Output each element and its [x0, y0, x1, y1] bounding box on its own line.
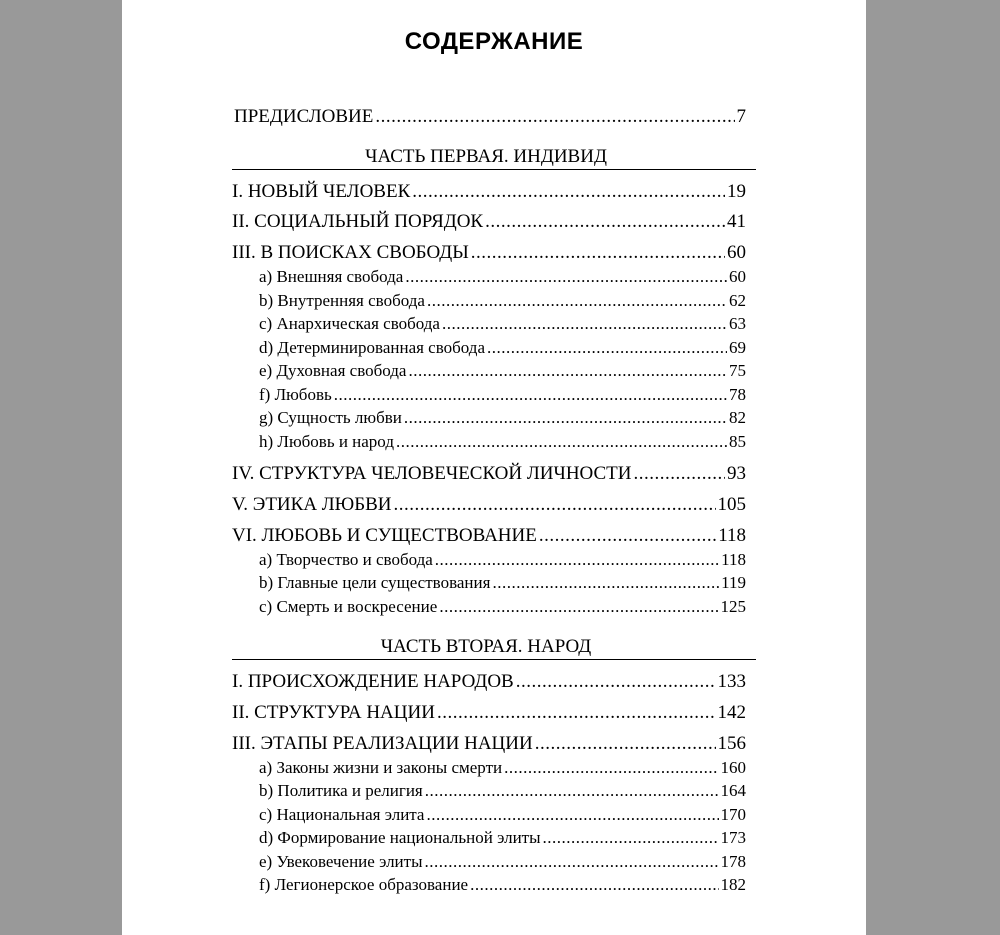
toc-entry-page: 118: [721, 550, 746, 569]
toc-entry-page: 78: [729, 385, 746, 404]
toc-leader-dots: [634, 462, 725, 486]
toc-entry-page: 93: [727, 463, 746, 484]
toc-subentry: [259, 874, 746, 896]
toc-entry: [232, 210, 746, 234]
toc-leader-dots: [435, 549, 719, 571]
toc-entry: [232, 180, 746, 204]
toc-entry-label: e) Увековечение элиты: [259, 852, 423, 871]
toc-entry-page: 60: [729, 267, 746, 286]
toc-entry-label: c) Национальная элита: [259, 805, 425, 824]
toc-entry: [232, 701, 746, 725]
toc-entry-page: 118: [718, 525, 746, 546]
toc-entry-preface: [234, 105, 746, 129]
toc-entry-label: c) Анархическая свобода: [259, 314, 440, 333]
toc-leader-dots: [516, 670, 716, 694]
toc-entry-label: I. ПРОИСХОЖДЕНИЕ НАРОДОВ: [232, 671, 514, 692]
part-heading-label: ЧАСТЬ ПЕРВАЯ. ИНДИВИД: [365, 146, 607, 167]
part-heading-label: ЧАСТЬ ВТОРАЯ. НАРОД: [380, 636, 592, 657]
toc-subentry: [259, 596, 746, 618]
toc-entry-page: 133: [717, 671, 746, 692]
toc-leader-dots: [375, 105, 734, 129]
toc-entry-page: 60: [727, 242, 746, 263]
toc-entry-page: 82: [729, 408, 746, 427]
toc-leader-dots: [404, 407, 727, 429]
toc-entry-label: IV. СТРУКТУРА ЧЕЛОВЕЧЕСКОЙ ЛИЧНОСТИ: [232, 463, 632, 484]
toc-entry-page: 62: [729, 291, 746, 310]
toc-leader-dots: [396, 431, 727, 453]
toc-leader-dots: [471, 241, 725, 265]
toc-entry-label: f) Любовь: [259, 385, 332, 404]
toc-entry: [232, 462, 746, 486]
toc-entry-label: a) Творчество и свобода: [259, 550, 433, 569]
toc-entry-label: b) Политика и религия: [259, 781, 423, 800]
toc-leader-dots: [425, 780, 719, 802]
toc-leader-dots: [394, 493, 716, 517]
toc-entry-label: II. СТРУКТУРА НАЦИИ: [232, 702, 435, 723]
toc-entry-label: a) Внешняя свобода: [259, 267, 404, 286]
toc-leader-dots: [539, 524, 716, 548]
toc-leader-dots: [543, 827, 719, 849]
toc-entry-label: g) Сущность любви: [259, 408, 402, 427]
toc-entry-page: 178: [720, 852, 746, 871]
toc-leader-dots: [425, 851, 719, 873]
toc-subentry: [259, 827, 746, 849]
toc-entry-page: 85: [729, 432, 746, 451]
page-title: СОДЕРЖАНИЕ: [404, 28, 584, 55]
toc-leader-dots: [470, 874, 718, 896]
toc-subentry: [259, 337, 746, 359]
toc-entry-label: b) Главные цели существования: [259, 573, 491, 592]
toc-subentry: [259, 780, 746, 802]
toc-entry-label: II. СОЦИАЛЬНЫЙ ПОРЯДОК: [232, 211, 484, 232]
toc-entry-page: 142: [717, 702, 746, 723]
toc-entry-page: 105: [717, 494, 746, 515]
toc-entry-label: V. ЭТИКА ЛЮБВИ: [232, 494, 392, 515]
toc-entry-page: 170: [720, 805, 746, 824]
toc-leader-dots: [412, 180, 725, 204]
toc-subentry: [259, 360, 746, 382]
toc-subentry: [259, 431, 746, 453]
toc-leader-dots: [408, 360, 727, 382]
toc-entry-label: e) Духовная свобода: [259, 361, 407, 380]
toc-leader-dots: [334, 384, 727, 406]
toc-subentry: [259, 804, 746, 826]
toc-leader-dots: [427, 290, 727, 312]
toc-entry-page: 41: [727, 211, 746, 232]
toc-leader-dots: [442, 313, 727, 335]
toc-entry-page: 160: [720, 758, 746, 777]
toc-entry-page: 173: [720, 828, 746, 847]
toc-entry-page: 19: [727, 181, 746, 202]
toc-entry: [232, 524, 746, 548]
toc-subentry: [259, 384, 746, 406]
toc-entry-label: d) Формирование национальной элиты: [259, 828, 541, 847]
toc-entry-page: 156: [717, 733, 746, 754]
toc-entry-page: 119: [721, 573, 746, 592]
toc-entry-page: 7: [736, 106, 746, 127]
toc-entry-label: d) Детерминированная свобода: [259, 338, 485, 357]
toc-leader-dots: [487, 337, 727, 359]
toc-entry-label: b) Внутренняя свобода: [259, 291, 425, 310]
part-heading-2: [232, 635, 756, 660]
toc-subentry: [259, 757, 746, 779]
toc-entry: [232, 732, 746, 756]
toc-entry-label: III. В ПОИСКАХ СВОБОДЫ: [232, 242, 469, 263]
toc-entry-label: ПРЕДИСЛОВИЕ: [234, 106, 374, 127]
toc-subentry: [259, 851, 746, 873]
toc-leader-dots: [426, 804, 718, 826]
toc-leader-dots: [405, 266, 727, 288]
toc-entry-label: c) Смерть и воскресение: [259, 597, 438, 616]
toc-leader-dots: [504, 757, 718, 779]
toc-subentry: [259, 266, 746, 288]
toc-leader-dots: [492, 572, 719, 594]
toc-entry-label: III. ЭТАПЫ РЕАЛИЗАЦИИ НАЦИИ: [232, 733, 533, 754]
toc-subentry: [259, 549, 746, 571]
toc-entry-page: 125: [720, 597, 746, 616]
toc-entry-label: VI. ЛЮБОВЬ И СУЩЕСТВОВАНИЕ: [232, 525, 537, 546]
toc-subentry: [259, 290, 746, 312]
toc-entry: [232, 241, 746, 265]
toc-entry: [232, 670, 746, 694]
toc-subentry: [259, 313, 746, 335]
toc-entry-label: f) Легионерское образование: [259, 875, 469, 894]
toc-entry-page: 164: [720, 781, 746, 800]
toc-leader-dots: [439, 596, 718, 618]
part-heading-1: [232, 145, 756, 170]
toc-entry-page: 63: [729, 314, 746, 333]
toc-subentry: [259, 407, 746, 429]
toc-entry: [232, 493, 746, 517]
toc-leader-dots: [535, 732, 716, 756]
toc-entry-page: 75: [729, 361, 746, 380]
toc-entry-page: 69: [729, 338, 746, 357]
toc-entry-label: a) Законы жизни и законы смерти: [259, 758, 503, 777]
toc-entry-label: h) Любовь и народ: [259, 432, 394, 451]
toc-entry-label: I. НОВЫЙ ЧЕЛОВЕК: [232, 181, 411, 202]
toc-leader-dots: [485, 210, 725, 234]
toc-subentry: [259, 572, 746, 594]
document-page: [122, 0, 866, 935]
toc-entry-page: 182: [720, 875, 746, 894]
toc-leader-dots: [437, 701, 716, 725]
